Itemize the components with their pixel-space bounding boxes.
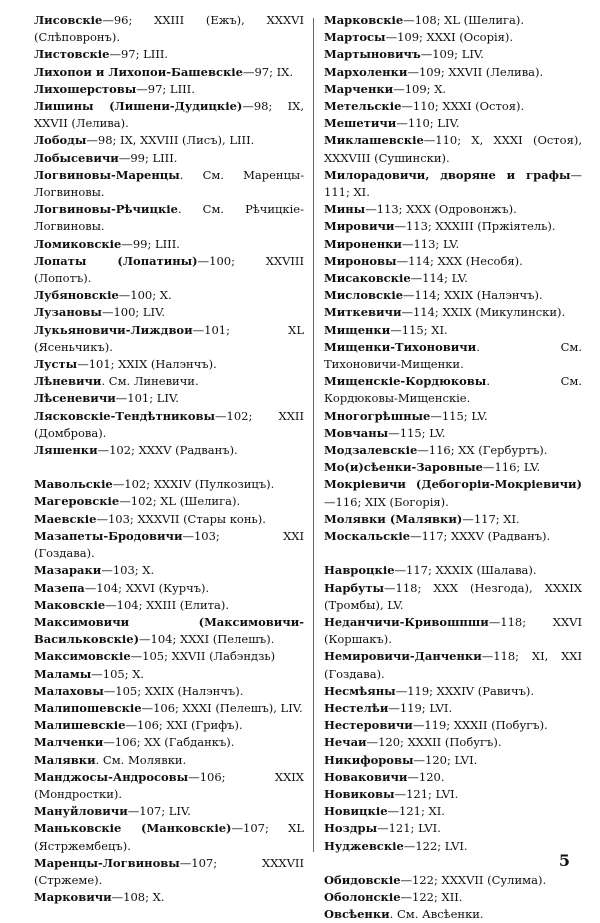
entry-details: —107; XXXVII (Стржеме). <box>34 855 304 887</box>
surname: Нестелѣи <box>324 700 389 715</box>
surname: Лѣсеневичи <box>34 391 116 406</box>
index-entry <box>34 132 304 149</box>
surname: Лишины (Лишени-Дудицкіе) <box>34 99 243 114</box>
index-entry <box>324 580 582 614</box>
entry-details: —105; XXIX (Налэнчъ). <box>103 683 244 698</box>
index-entry <box>34 390 304 407</box>
index-entry <box>324 339 582 373</box>
entry-details: —110; X, XXXI (Остоя), XXXVIII (Сушински). <box>324 133 582 165</box>
entry-details: —100; X. <box>118 288 172 303</box>
index-entry <box>324 253 582 270</box>
index-entry <box>324 614 582 648</box>
entry-details: —119; XXXII (Побугъ). <box>412 718 548 733</box>
surname: Лопаты (Лопатины) <box>34 253 198 268</box>
index-entry <box>324 46 582 63</box>
index-entry <box>34 493 304 510</box>
index-entry <box>324 648 582 682</box>
surname: Новицкіе <box>324 804 388 819</box>
index-entry <box>324 115 582 132</box>
surname: Малипошевскіе <box>34 700 142 715</box>
entry-details: —110; LIV. <box>396 116 460 131</box>
entry-details: —121; LVI. <box>394 786 459 801</box>
surname: Мищенки-Тихоновичи <box>324 339 477 354</box>
index-entry <box>34 373 304 390</box>
entry-details: —103; XXXVII (Стары конь). <box>96 511 266 526</box>
surname: Мироненки <box>324 236 402 251</box>
surname: Магеровскіе <box>34 494 120 509</box>
surname: Мисаковскіе <box>324 271 411 286</box>
surname: Марковичи <box>34 890 112 905</box>
entry-details: —106; XX (Габданкъ). <box>103 735 235 750</box>
entry-details: —107; LIV. <box>127 804 191 819</box>
index-entry <box>324 734 582 751</box>
entry-details: —115; LV. <box>388 425 446 440</box>
surname: Ломиковскіе <box>34 236 122 251</box>
surname: Метельскіе <box>324 99 402 114</box>
entry-details: —103; X. <box>101 563 155 578</box>
entry-details: —108; X. <box>111 890 165 905</box>
surname: Лободы <box>34 133 87 148</box>
group-spacer <box>34 459 304 476</box>
entry-details: —98; IX, XXVIII (Лисъ), LIII. <box>86 133 255 148</box>
entry-details: —114; XXX (Несобя). <box>396 253 523 268</box>
surname: Мировичи <box>324 219 395 234</box>
index-entry <box>324 511 582 528</box>
index-entry <box>34 304 304 321</box>
entry-details: —114; XXIX (Налэнчъ). <box>403 288 543 303</box>
surname: Листовскіе <box>34 47 110 62</box>
entry-details: —107; XL (Ястржембецъ). <box>34 821 304 853</box>
entry-details: —102; XXII (Домброва). <box>34 408 304 440</box>
entry-details: —96; XXIII (Ежъ), XXXVI (Слѣповронъ). <box>34 13 304 45</box>
entry-details: —101; LIV. <box>115 391 179 406</box>
entry-details: —114; LV. <box>410 271 468 286</box>
index-entry <box>34 201 304 235</box>
entry-details: —109; LIV. <box>420 47 484 62</box>
index-entry <box>324 322 582 339</box>
entry-details: —118; XXX (Незгода), XXXIX (Тромбы), LV. <box>324 580 582 612</box>
index-entry <box>324 562 582 579</box>
surname: Марченки <box>324 81 394 96</box>
surname: Лѣневичи <box>34 374 102 389</box>
entry-details: —114; XXIX (Микулински). <box>401 305 566 320</box>
index-entry <box>324 287 582 304</box>
surname: Никифоровы <box>324 752 414 767</box>
index-entry <box>34 803 304 820</box>
entry-details: —110; XXXI (Остоя). <box>401 99 525 114</box>
entry-details: —97; LIII. <box>109 47 169 62</box>
index-entry <box>34 752 304 769</box>
entry-details: —113; LV. <box>401 236 460 251</box>
surname: Максимовичи (Максимовичи-Васильковскіе) <box>34 614 304 647</box>
surname: Миклашевскіе <box>324 133 424 148</box>
index-entry <box>34 12 304 46</box>
entry-details: . См. Кордюковы-Мищенскіе. <box>324 374 582 406</box>
surname: Оболонскіе <box>324 889 401 904</box>
surname: Манджосы-Андросовы <box>34 769 189 784</box>
surname: Малченки <box>34 735 104 750</box>
index-entry <box>324 12 582 29</box>
surname: Ноздры <box>324 821 378 836</box>
index-entry <box>324 236 582 253</box>
entry-details: —109; X. <box>393 81 447 96</box>
surname: Маламы <box>34 666 92 681</box>
page-number: 5 <box>558 851 570 870</box>
index-entry <box>324 98 582 115</box>
index-entry <box>324 304 582 321</box>
index-entry <box>324 218 582 235</box>
entry-details: —109; XXVII (Лелива). <box>407 64 544 79</box>
index-entry <box>34 648 304 665</box>
index-entry <box>34 236 304 253</box>
index-entry <box>34 253 304 287</box>
index-entry <box>34 597 304 614</box>
index-entry <box>324 838 582 855</box>
index-entry <box>34 717 304 734</box>
entry-details: —117; XXXIX (Шалава). <box>394 563 537 578</box>
entry-details: —118; XI, XXI (Гоздава). <box>324 649 582 681</box>
entry-details: —98; IX, XXVII (Лелива). <box>34 99 304 131</box>
surname: Молявки (Малявки) <box>324 511 463 526</box>
index-entry <box>34 700 304 717</box>
entry-details: —122; LVI. <box>403 838 468 853</box>
surname: Мовчаны <box>324 425 389 440</box>
surname: Новиковы <box>324 786 395 801</box>
index-entry <box>324 373 582 407</box>
surname: Навроцкіе <box>324 563 395 578</box>
surname: Лукьяновичи-Лиждвои <box>34 322 193 337</box>
entry-details: —120; XXXII (Побугъ). <box>366 735 502 750</box>
surname: Мазапеты-Бродовичи <box>34 528 183 543</box>
entry-details: —99; LIII. <box>118 150 178 165</box>
index-entry <box>324 459 582 476</box>
surname: Лихошерстовы <box>34 81 137 96</box>
surname: Мазепа <box>34 580 85 595</box>
surname: Лихопои и Лихопои-Башевскіе <box>34 64 243 79</box>
entry-details: —115; LV. <box>430 408 488 423</box>
entry-details: . См. Линевичи. <box>101 374 199 389</box>
surname: Маковскіе <box>34 597 106 612</box>
surname: Мисловскіе <box>324 288 404 303</box>
entry-details: —122; XXXVII (Сулима). <box>400 872 547 887</box>
index-entry <box>324 81 582 98</box>
surname: Лисовскіе <box>34 13 103 27</box>
index-entry <box>34 64 304 81</box>
index-entry <box>34 734 304 751</box>
index-entry <box>324 408 582 425</box>
entry-details: —101; XXIX (Налэнчъ). <box>77 357 217 372</box>
entry-details: —102; XXXV (Радванъ). <box>97 443 238 458</box>
index-entry <box>324 442 582 459</box>
column-divider <box>313 18 314 852</box>
surname: Мазараки <box>34 563 102 578</box>
surname: Мешетичи <box>324 116 397 131</box>
index-entry <box>324 820 582 837</box>
index-entry <box>34 476 304 493</box>
index-entry <box>34 580 304 597</box>
index-entry <box>324 29 582 46</box>
index-entry <box>34 666 304 683</box>
surname: Маньковскіе (Манковскіе) <box>34 821 232 836</box>
entry-details: —116; XX (Гербуртъ). <box>417 443 548 458</box>
surname: Мартосы <box>324 30 386 45</box>
entry-details: —113; XXX (Одровонжъ). <box>365 202 517 217</box>
surname: Малаховы <box>34 683 104 698</box>
index-entry <box>324 803 582 820</box>
index-entry <box>324 132 582 166</box>
index-entry <box>324 752 582 769</box>
entry-details: —102; XL (Шелига). <box>119 494 241 509</box>
index-entry <box>34 356 304 373</box>
index-entry <box>34 46 304 63</box>
surname: Лясковскіе-Тендѣтниковы <box>34 408 216 423</box>
surname: Несмѣяны <box>324 683 396 698</box>
entry-details: —99; LIII. <box>121 236 180 251</box>
surname: Ляшенки <box>34 443 98 458</box>
surname: Немировичи-Данченки <box>324 649 482 664</box>
entry-details: —115; XI. <box>390 322 448 337</box>
index-entry <box>34 167 304 201</box>
surname: Малявки <box>34 752 96 767</box>
left-column <box>34 12 304 906</box>
index-entry <box>34 81 304 98</box>
surname: Нечаи <box>324 735 367 750</box>
surname: Логвиновы-Рѣчицкіе <box>34 202 178 217</box>
surname: Мины <box>324 202 366 217</box>
entry-details: —105; X. <box>91 666 145 681</box>
surname: Многогрѣшные <box>324 408 431 423</box>
surname: Мищенки <box>324 322 391 337</box>
entry-details: —100; XXVIII (Лопотъ). <box>34 253 304 286</box>
surname: Модзалевскіе <box>324 443 418 458</box>
surname: Маевскіе <box>34 511 97 526</box>
index-entry <box>34 855 304 889</box>
index-entry <box>324 872 582 889</box>
surname: Малишевскіе <box>34 718 126 733</box>
index-entry <box>34 511 304 528</box>
entry-details: —106; XXIX (Мондростки). <box>34 769 304 801</box>
index-entry <box>34 769 304 803</box>
entry-details: —105; XXVII (Лабэндзь) <box>130 649 276 664</box>
entry-details: —117; XXXV (Радванъ). <box>410 529 551 544</box>
entry-details: —117; XI. <box>462 511 520 526</box>
surname: Мануйловичи <box>34 804 128 819</box>
entry-details: —121; LVI. <box>377 821 441 836</box>
entry-details: —119; XXXIV (Равичъ). <box>395 683 535 698</box>
index-entry <box>324 64 582 81</box>
surname: Обидовскіе <box>324 872 401 887</box>
entry-details: . См. Тихоновичи-Мищенки. <box>324 339 582 372</box>
entry-details: —104; XXIII (Елита). <box>105 597 229 612</box>
index-entry <box>34 683 304 700</box>
index-entry <box>324 906 582 923</box>
index-entry <box>34 287 304 304</box>
index-entry <box>324 167 582 201</box>
entry-details: . См. Маренцы-Логвиновы. <box>34 167 304 200</box>
surname: Марковскіе <box>324 13 404 27</box>
entry-details: —104; XXXI (Пелешъ). <box>139 632 275 647</box>
entry-details: —111; XI. <box>324 167 582 200</box>
entry-details: —113; XXXIII (Пржіятель). <box>394 219 556 234</box>
entry-details: —100; LIV. <box>101 305 166 320</box>
surname: Мищенскіе-Кордюковы <box>324 374 487 389</box>
surname: Нестеровичи <box>324 718 413 733</box>
index-entry <box>34 614 304 648</box>
index-entry <box>324 769 582 786</box>
index-entry <box>324 786 582 803</box>
surname: Лусты <box>34 357 78 372</box>
surname: Нуджевскіе <box>324 838 404 853</box>
entry-details: —108; XL (Шелига). <box>403 13 525 27</box>
index-entry <box>34 562 304 579</box>
right-column <box>324 12 582 923</box>
index-entry <box>34 820 304 854</box>
index-entry <box>34 889 304 906</box>
index-entry <box>34 150 304 167</box>
entry-details: . См. Молявки. <box>95 752 187 767</box>
entry-details: —106; XXXI (Пелешъ), LIV. <box>141 700 303 715</box>
entry-details: —120; LVI. <box>413 752 478 767</box>
entry-details: —109; XXXI (Осорія). <box>385 30 514 45</box>
group-spacer <box>324 545 582 562</box>
surname: Лубяновскіе <box>34 288 119 303</box>
index-entry <box>324 683 582 700</box>
entry-details: —97; LIII. <box>136 81 195 96</box>
entry-details: —102; XXXIV (Пулкозицъ). <box>112 477 275 492</box>
surname: Лузановы <box>34 305 102 320</box>
entry-details: —118; XXVI (Коршакъ). <box>324 614 582 647</box>
surname: Маренцы-Логвиновы <box>34 855 180 870</box>
surname: Миткевичи <box>324 305 402 320</box>
surname: Неданчичи-Кривошпши <box>324 614 489 629</box>
entry-details: —119; LVI. <box>388 700 453 715</box>
index-entry <box>324 476 582 510</box>
surname: Мавольскіе <box>34 477 113 492</box>
surname: Москальскіе <box>324 529 411 544</box>
index-entry <box>324 425 582 442</box>
index-entry <box>324 700 582 717</box>
surname: Мартыновичъ <box>324 47 421 62</box>
surname: Мироновы <box>324 253 397 268</box>
surname: Нарбуты <box>324 580 385 595</box>
index-entry <box>34 528 304 562</box>
surname: Логвиновы-Маренцы <box>34 167 180 182</box>
surname: Милорадовичи, дворяне и графы <box>324 167 571 182</box>
index-entry <box>324 717 582 734</box>
surname: Овсѣенки <box>324 907 390 922</box>
index-entry <box>34 98 304 132</box>
surname: Мархоленки <box>324 64 408 79</box>
index-entry <box>34 408 304 442</box>
entry-details: . См. Рѣчицкіе-Логвиновы. <box>34 202 304 234</box>
entry-details: —103; XXI (Гоздава). <box>34 528 304 561</box>
group-spacer <box>324 855 582 872</box>
index-entry <box>324 528 582 545</box>
index-entry <box>324 201 582 218</box>
entry-details: —101; XL (Ясеньчикъ). <box>34 322 304 354</box>
entry-details: —120. <box>407 769 445 784</box>
entry-details: —106; XXI (Грифъ). <box>125 718 243 733</box>
index-entry <box>34 442 304 459</box>
entry-details: —116; XIX (Богорія). <box>324 494 449 509</box>
index-entry <box>34 322 304 356</box>
entry-details: . См. Авсѣенки. <box>389 907 484 922</box>
entry-details: —97; IX. <box>242 64 293 79</box>
index-entry <box>324 889 582 906</box>
surname: Максимовскіе <box>34 649 131 664</box>
entry-details: —121; XI. <box>387 804 445 819</box>
entry-details: —116; LV. <box>482 460 541 475</box>
surname: Новаковичи <box>324 769 408 784</box>
index-entry <box>324 270 582 287</box>
entry-details: —122; XII. <box>400 889 463 904</box>
surname: Мокріевичи (Дебогоріи-Мокріевичи) <box>324 477 582 492</box>
entry-details: —104; XXVI (Курчъ). <box>84 580 210 595</box>
surname: Лобысевичи <box>34 150 119 165</box>
surname: Мо(и)сѣенки-Заровные <box>324 460 483 475</box>
